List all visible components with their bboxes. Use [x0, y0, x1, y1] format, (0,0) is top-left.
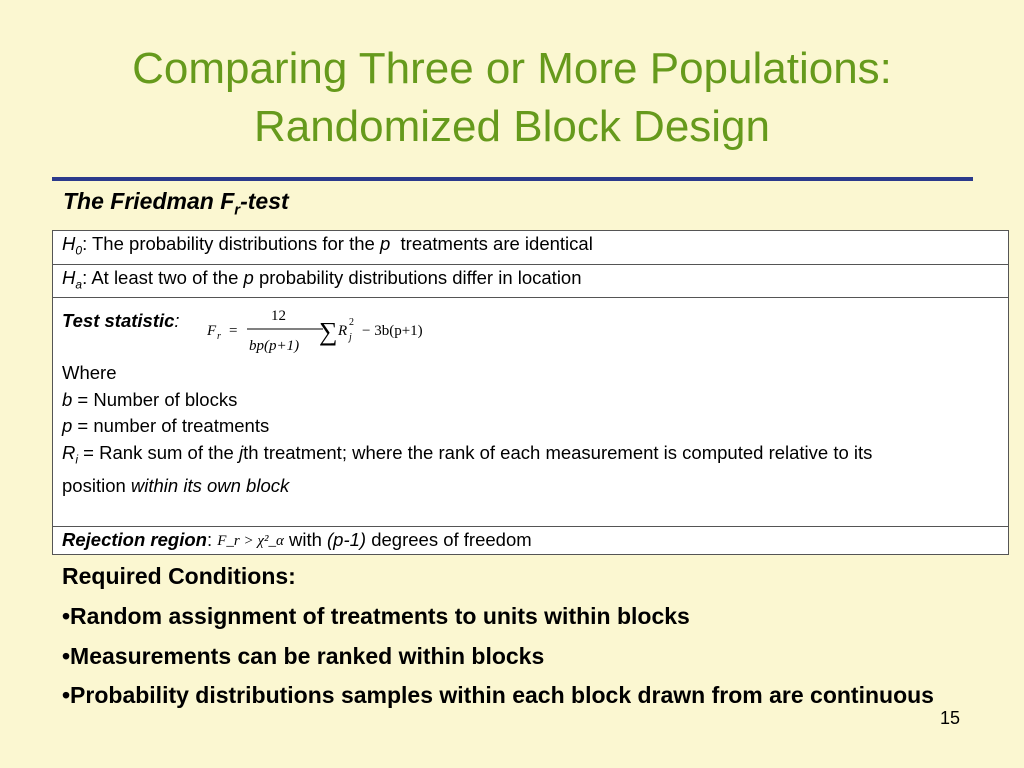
hypothesis-table: [52, 230, 1009, 555]
alt-hypothesis-row: [53, 265, 1008, 299]
h0-subscript: 0: [75, 243, 83, 258]
ha-text-b: probability distributions differ in location: [253, 266, 582, 288]
h0-symbol: H: [62, 233, 76, 254]
required-conditions: [62, 556, 962, 711]
condition-item-1: •Random assignment of treatments to units within blocks: [62, 603, 690, 629]
subtitle-end: -test: [240, 188, 289, 214]
p-definition: p = number of treatments: [62, 415, 270, 437]
subtitle-main: The Friedman F: [63, 188, 235, 214]
test-statistic-line: [62, 300, 1008, 360]
h0-p: p: [379, 233, 391, 254]
svg-text:j: j: [349, 332, 352, 344]
svg-text:r: r: [217, 331, 221, 343]
friedman-formula: [207, 300, 467, 360]
h0-text-a: : The probability distributions for the: [82, 233, 380, 254]
ha-p: p: [243, 266, 254, 288]
ha-text-a: : At least two of the: [82, 266, 244, 288]
subtitle: [63, 188, 289, 219]
svg-text:R: R: [338, 323, 348, 340]
rejection-region-row: Rejection region: F_r > χ²_α with (p-1) degrees of freedom: [53, 527, 1008, 554]
title-divider: [52, 177, 973, 181]
conditions-heading: Required Conditions:: [62, 563, 296, 589]
ri-definition: $R_i$ = Rank sum of the jth treatment; where the rank of each measurement is computed relative to its: [62, 441, 873, 467]
test-statistic-label: Test statistic:: [62, 310, 180, 332]
page-number: 15: [940, 708, 961, 728]
title-line-2: Randomized Block Design: [253, 102, 771, 151]
ha-subscript: a: [75, 277, 83, 292]
condition-item-3: •Probability distributions samples within each block drawn from are continuous: [62, 682, 934, 708]
slide-title: [0, 40, 1024, 156]
subtitle-sub: r: [234, 201, 241, 219]
rejection-formula: F_r > χ²_α: [217, 532, 284, 549]
svg-text:∑: ∑: [319, 317, 338, 347]
title-line-1: Comparing Three or More Populations:: [132, 44, 892, 93]
null-hypothesis-row: [53, 231, 1008, 265]
ri-definition-cont: position within its own block: [62, 475, 290, 497]
svg-text:2: 2: [349, 317, 354, 329]
ha-symbol: H: [62, 266, 76, 288]
b-definition: b = Number of blocks: [62, 388, 238, 410]
svg-text:− 3b(p+1): − 3b(p+1): [362, 323, 423, 340]
where-label: Where: [62, 362, 117, 384]
svg-text:bp(p+1): bp(p+1): [249, 338, 300, 355]
svg-text:12: 12: [271, 308, 286, 325]
rejection-label: Rejection region: [62, 528, 207, 550]
test-statistic-row: [53, 298, 1008, 526]
svg-text:F: F: [207, 323, 217, 340]
h0-text-b: treatments are identical: [390, 233, 593, 254]
condition-item-2: •Measurements can be ranked within blocks: [62, 643, 545, 669]
svg-text:=: =: [229, 323, 238, 340]
degrees-freedom: (p-1): [327, 528, 367, 550]
